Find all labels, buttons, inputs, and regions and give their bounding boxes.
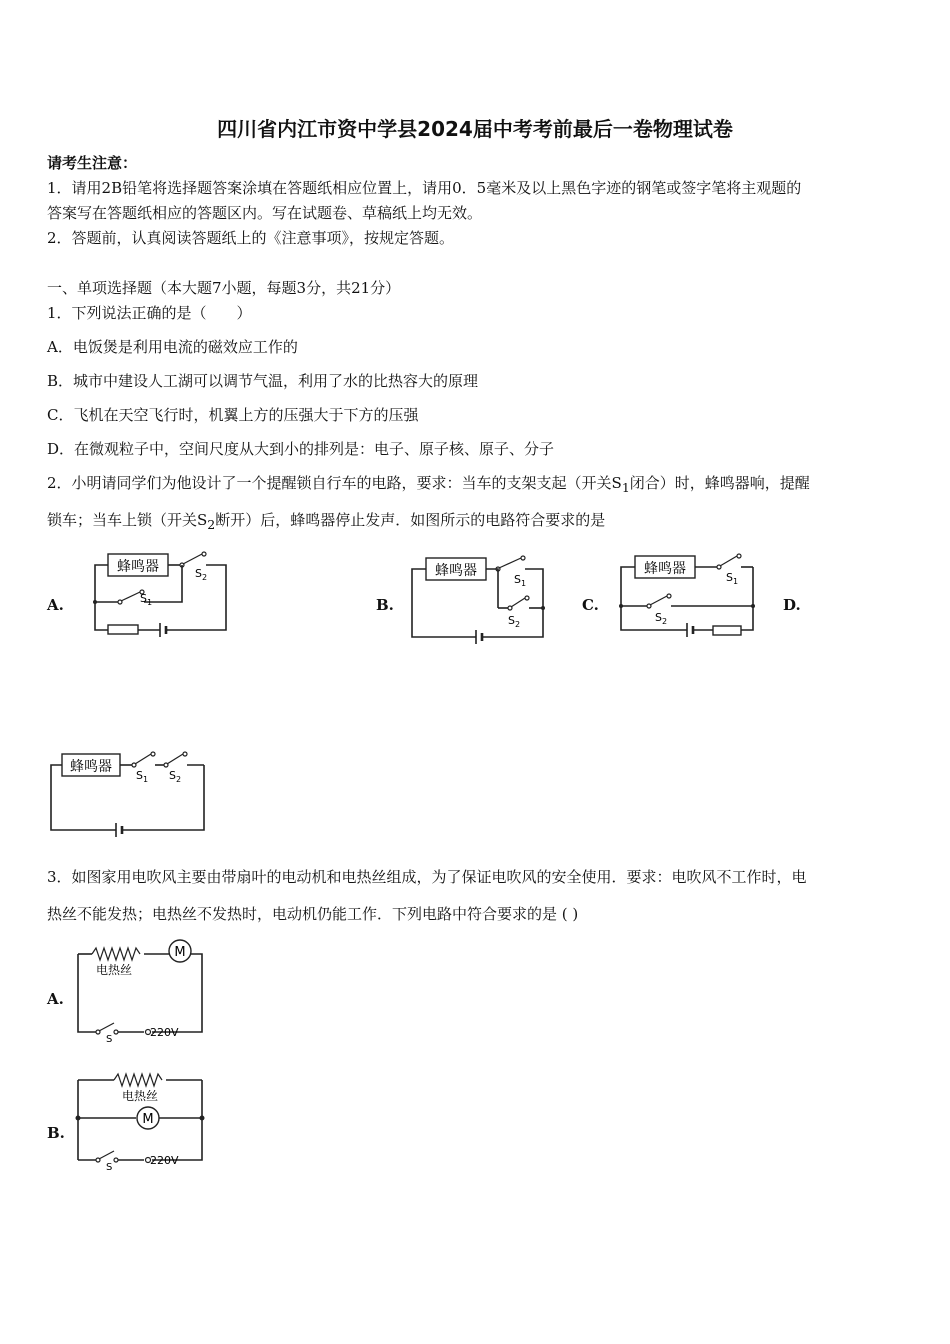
q2-option-d-label: D. [783,596,801,614]
q2-circuit-b [408,552,548,647]
svg-text:2: 2 [515,620,521,629]
svg-text:S: S [655,611,662,624]
svg-text:S: S [106,1162,113,1173]
svg-text:1: 1 [147,598,153,607]
q3-circuit-a [76,936,208,1044]
notice-heading: 请考生注意： [47,154,138,172]
q3-circuit-b [76,1072,208,1172]
svg-text:1: 1 [521,579,527,588]
resistor [108,625,138,634]
q2-stem-line-2: 锁车；当车上锁（开关$S_2$断开）后，蜂鸣器停止发声．如图所示的电路符合要求的是 [47,511,606,532]
svg-text:S: S [140,592,147,605]
page-title: 四川省内江市资中学县2024届中考考前最后一卷物理试卷 [217,117,733,141]
q2-option-c-label: C. [582,596,599,614]
q3-stem-line-1: 3．如图家用电吹风主要由带扇叶的电动机和电热丝组成，为了保证电吹风的安全使用．要求：电吹风不工作时，电 [47,868,807,886]
svg-text:蜂鸣器: 蜂鸣器 [435,563,477,579]
svg-text:M: M [174,945,186,960]
q1-stem: 1．下列说法正确的是（ ） [47,304,252,322]
svg-text:S: S [195,567,202,580]
voltage-label: 220V [150,1154,179,1167]
q1-option-a: A．电饭煲是利用电流的磁效应工作的 [47,338,298,356]
svg-text:S: S [169,769,176,782]
resistor [713,626,741,635]
svg-text:S: S [136,769,143,782]
svg-text:1: 1 [733,577,739,586]
q2-circuit-d [48,748,213,838]
svg-text:2: 2 [662,617,668,626]
svg-text:2: 2 [176,775,182,784]
notice-item-1-line-2: 答案写在答题纸相应的答题区内。写在试题卷、草稿纸上均无效。 [47,204,483,222]
buzzer-label: 蜂鸣器 [117,559,159,575]
q1-option-b: B．城市中建设人工湖可以调节气温，利用了水的比热容大的原理 [47,372,479,390]
q3-option-a-label: A. [47,990,64,1008]
svg-text:S: S [106,1034,113,1045]
notice-item-1-line-1: 1．请用2B铅笔将选择题答案涂填在答题纸相应位置上，请用0．5毫米及以上黑色字迹的钢笔或签字笔将主观题的 [47,179,802,197]
q3-option-b-label: B. [47,1124,65,1142]
heater-coil [92,948,140,960]
voltage-label: 220V [150,1026,179,1039]
q2-option-b-label: B. [376,596,394,614]
svg-text:2: 2 [202,573,208,582]
heater-coil [114,1074,162,1086]
heater-label: 电热丝 [122,1089,159,1103]
q3-stem-line-2: 热丝不能发热；电热丝不发热时，电动机仍能工作．下列电路中符合要求的是 ( ) [47,905,579,923]
svg-text:M: M [142,1112,154,1127]
q2-circuit-a [90,550,235,640]
q1-option-c: C．飞机在天空飞行时，机翼上方的压强大于下方的压强 [47,406,419,424]
q2-option-a-label: A. [47,596,64,614]
svg-text:S: S [508,614,515,627]
q2-stem-line-1: 2．小明请同学们为他设计了一个提醒锁自行车的电路，要求：当车的支架支起（开关$S_1$闭合）时，蜂鸣器响，提醒 [47,474,810,495]
svg-text:1: 1 [143,775,149,784]
svg-text:S: S [726,571,733,584]
q2-circuit-c [617,550,757,645]
q1-option-d: D．在微观粒子中，空间尺度从大到小的排列是：电子、原子核、原子、分子 [47,440,555,458]
heater-label: 电热丝 [96,963,133,977]
notice-item-2: 2．答题前，认真阅读答题纸上的《注意事项》，按规定答题。 [47,229,455,247]
svg-text:S: S [514,573,521,586]
section-1-heading: 一、单项选择题（本大题7小题，每题3分，共21分） [47,279,401,297]
svg-text:蜂鸣器: 蜂鸣器 [70,759,112,775]
svg-text:蜂鸣器: 蜂鸣器 [644,561,686,577]
